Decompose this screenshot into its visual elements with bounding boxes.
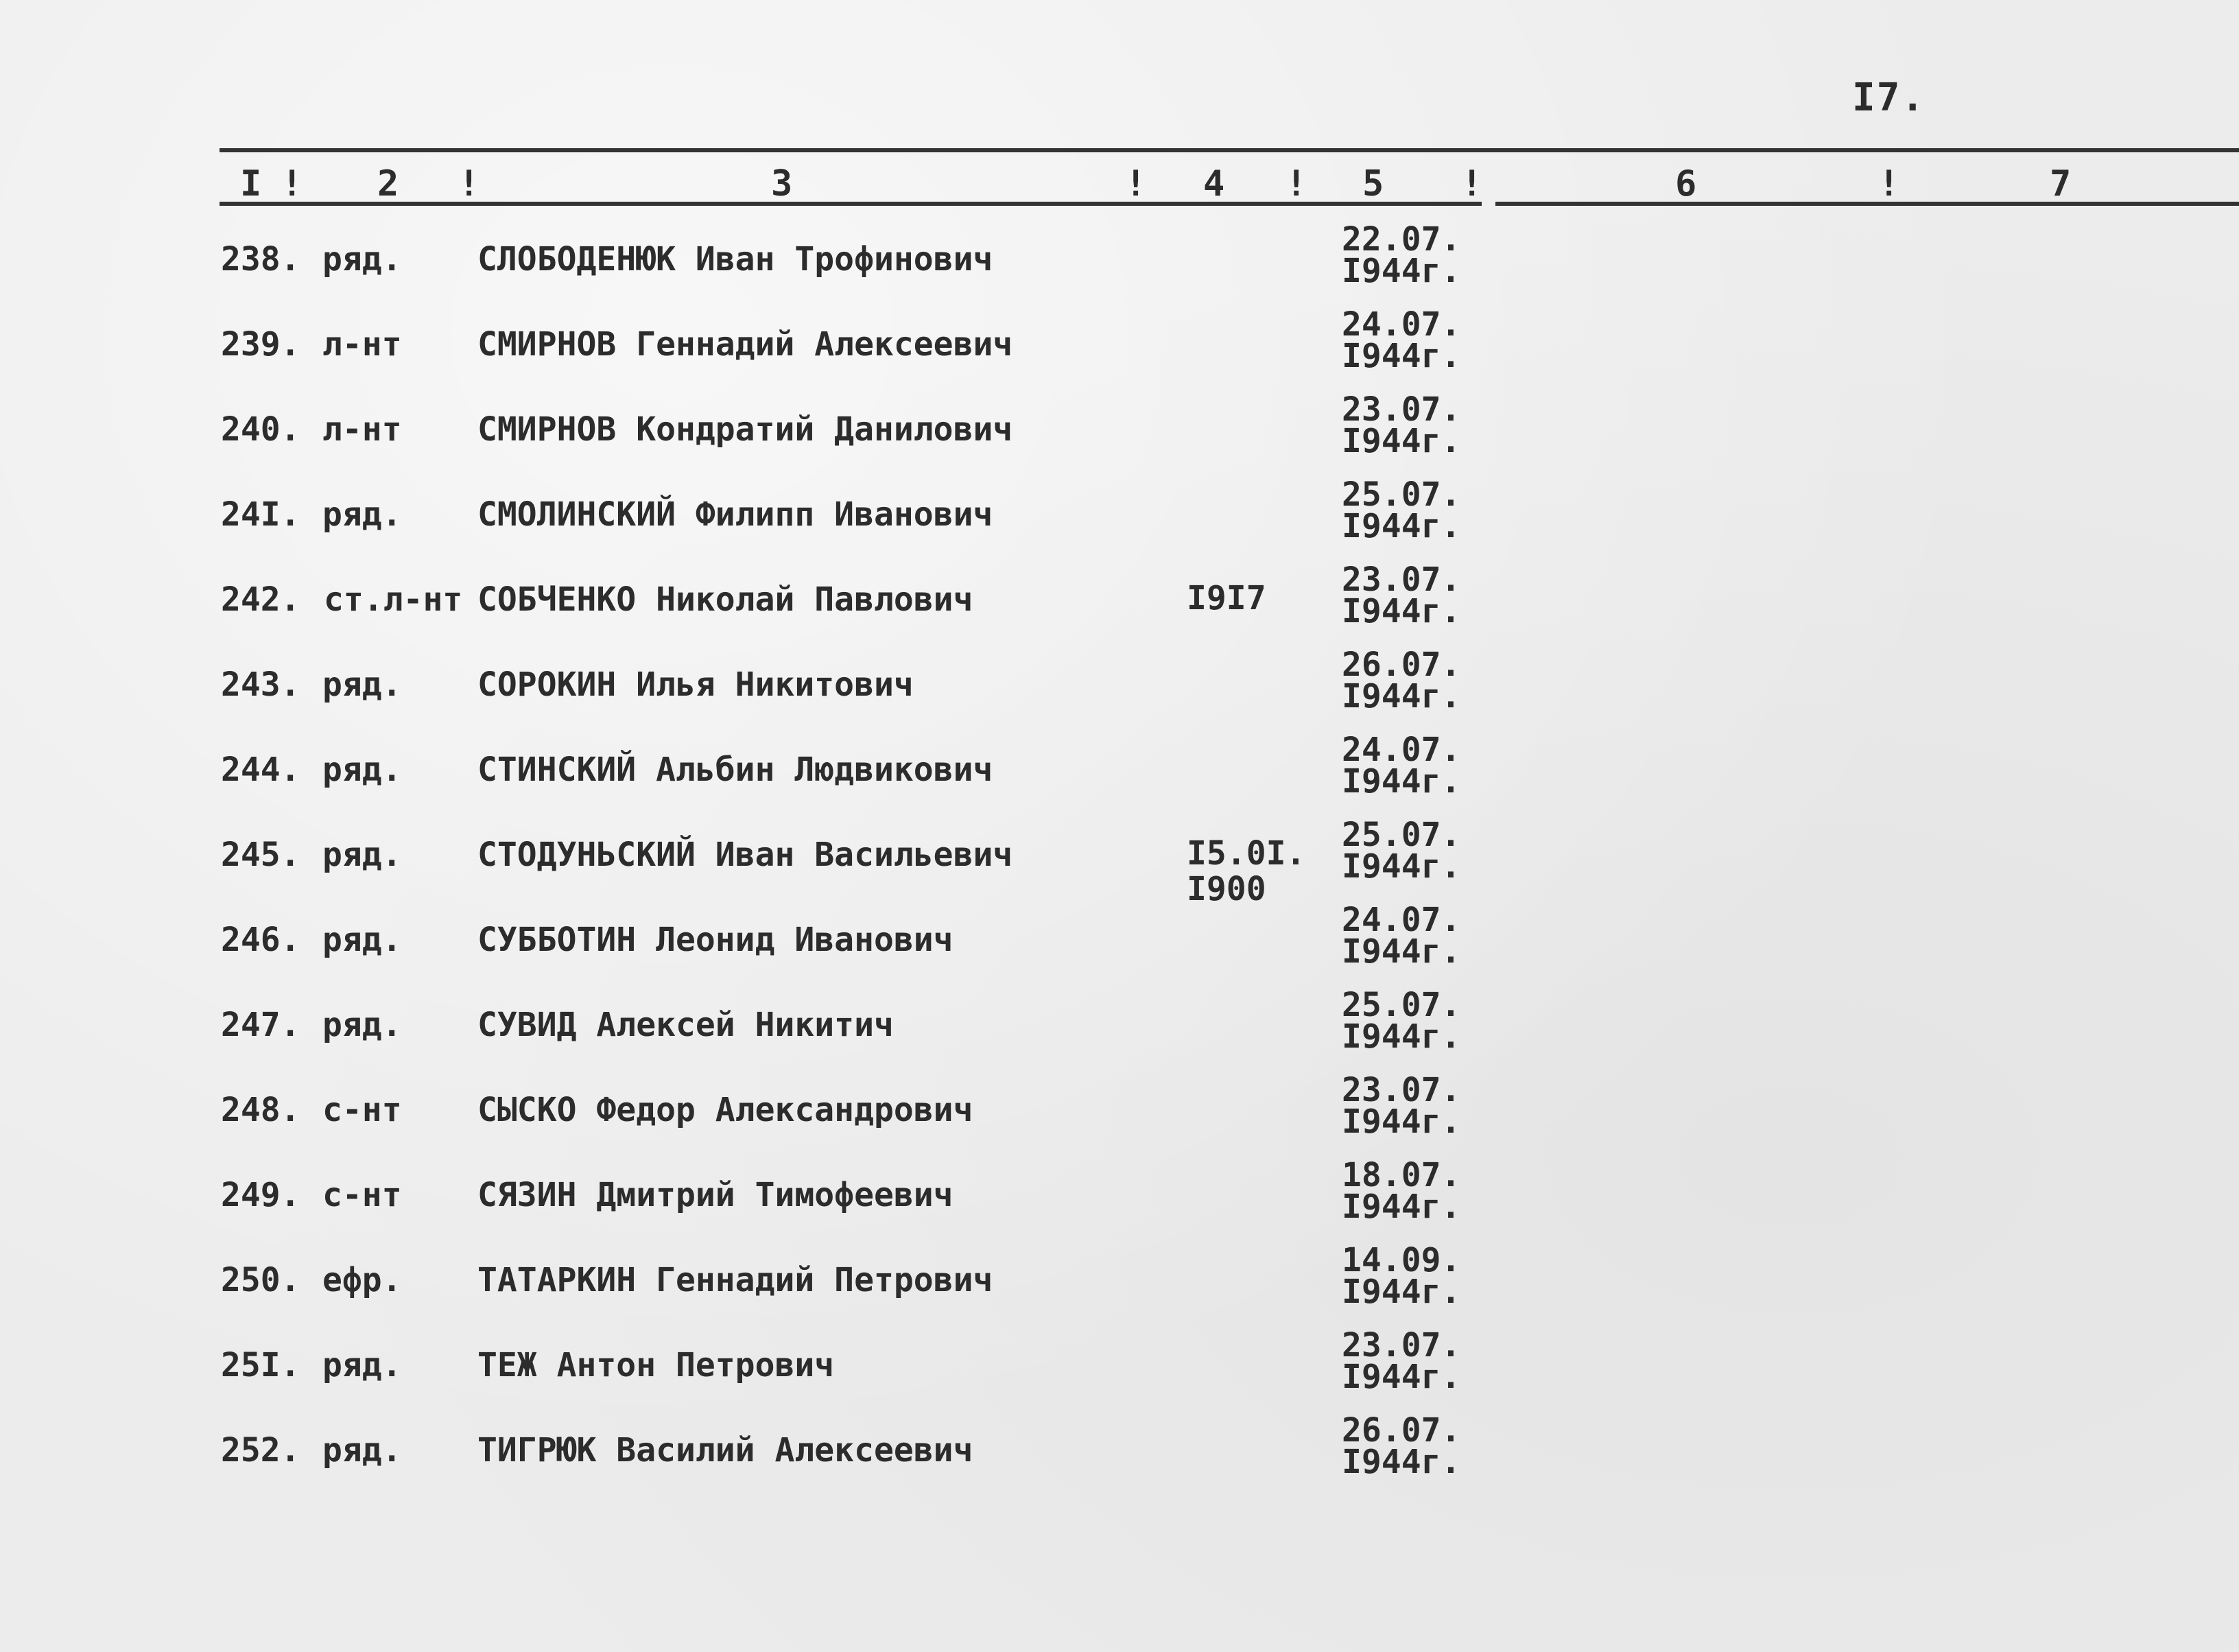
row-number: 25I. xyxy=(221,1346,300,1384)
header-col-2: 2 xyxy=(377,163,399,204)
header-sep: ! xyxy=(458,163,480,204)
table-row xyxy=(0,560,2239,665)
header-col-1: I xyxy=(240,163,262,204)
row-name: СЫСКО Федор Александрович xyxy=(477,1091,973,1129)
header-col-6: 6 xyxy=(1675,163,1697,204)
row-number: 246. xyxy=(221,921,300,959)
row-date: 18.07. I944г. xyxy=(1342,1156,1461,1226)
row-birth: I9I7 xyxy=(1187,579,1266,617)
table-row xyxy=(0,1071,2239,1176)
row-name: СЯЗИН Дмитрий Тимофеевич xyxy=(477,1176,953,1214)
table-row xyxy=(0,1156,2239,1261)
row-date: 23.07. I944г. xyxy=(1342,560,1461,630)
row-rank: ряд. xyxy=(322,1006,402,1044)
row-rank: л-нт xyxy=(322,325,402,364)
row-rank: с-нт xyxy=(322,1091,402,1129)
row-date: 24.07. I944г. xyxy=(1342,901,1461,971)
page-number: I7. xyxy=(1852,75,1926,120)
row-rank: л-нт xyxy=(322,410,402,449)
row-rank: ефр. xyxy=(322,1261,402,1299)
table-row xyxy=(0,305,2239,410)
row-date: 25.07. I944г. xyxy=(1342,986,1461,1056)
row-rank: ряд. xyxy=(322,240,402,279)
row-name: ТАТАРКИН Геннадий Петрович xyxy=(477,1261,993,1299)
header-col-5: 5 xyxy=(1362,163,1384,204)
header-col-4: 4 xyxy=(1203,163,1225,204)
row-rank: ряд. xyxy=(322,1431,402,1470)
row-name: ТИГРЮК Василий Алексеевич xyxy=(477,1431,973,1470)
row-number: 240. xyxy=(221,410,300,449)
table-row xyxy=(0,731,2239,836)
header-sep: ! xyxy=(1878,163,1900,204)
table-row xyxy=(0,1241,2239,1346)
row-date: 23.07. I944г. xyxy=(1342,1326,1461,1396)
row-number: 250. xyxy=(221,1261,300,1299)
header-sep: ! xyxy=(281,163,303,204)
row-rank: ст.л-нт xyxy=(324,580,463,619)
row-date: 22.07. I944г. xyxy=(1342,220,1461,290)
table-row xyxy=(0,901,2239,1006)
row-rank: ряд. xyxy=(322,921,402,959)
row-number: 239. xyxy=(221,325,300,364)
table-row xyxy=(0,816,2239,921)
row-number: 242. xyxy=(221,580,300,619)
table-row xyxy=(0,1411,2239,1516)
row-name: СТОДУНЬСКИЙ Иван Васильевич xyxy=(477,836,1013,874)
row-date: 25.07. I944г. xyxy=(1342,475,1461,545)
row-number: 245. xyxy=(221,836,300,874)
header-sep: ! xyxy=(1461,163,1483,204)
table-row xyxy=(0,390,2239,495)
row-rank: ряд. xyxy=(322,665,402,704)
table-row xyxy=(0,986,2239,1091)
row-date: 23.07. I944г. xyxy=(1342,1071,1461,1141)
row-name: СОБЧЕНКО Николай Павлович xyxy=(477,580,973,619)
table-row xyxy=(0,646,2239,751)
table-row xyxy=(0,1326,2239,1431)
header-top-rule xyxy=(220,148,2239,152)
header-sep: ! xyxy=(1125,163,1147,204)
row-number: 247. xyxy=(221,1006,300,1044)
header-col-3: 3 xyxy=(771,163,793,204)
row-date: 23.07. I944г. xyxy=(1342,390,1461,460)
row-name: СУББОТИН Леонид Иванович xyxy=(477,921,953,959)
row-rank: ряд. xyxy=(322,751,402,789)
row-number: 244. xyxy=(221,751,300,789)
row-number: 243. xyxy=(221,665,300,704)
row-name: СУВИД Алексей Никитич xyxy=(477,1006,894,1044)
row-date: 14.09. I944г. xyxy=(1342,1241,1461,1311)
table-row xyxy=(0,220,2239,325)
row-number: 248. xyxy=(221,1091,300,1129)
row-date: 26.07. I944г. xyxy=(1342,646,1461,716)
table-row xyxy=(0,475,2239,580)
row-name: ТЕЖ Антон Петрович xyxy=(477,1346,835,1384)
row-number: 249. xyxy=(221,1176,300,1214)
row-date: 25.07. I944г. xyxy=(1342,816,1461,886)
row-date: 26.07. I944г. xyxy=(1342,1411,1461,1481)
row-rank: ряд. xyxy=(322,836,402,874)
row-name: СЛОБОДЕНЮК Иван Трофинович xyxy=(477,240,993,279)
row-date: 24.07. I944г. xyxy=(1342,731,1461,801)
row-name: СМИРНОВ Геннадий Алексеевич xyxy=(477,325,1013,364)
row-rank: с-нт xyxy=(322,1176,402,1214)
row-name: СТИНСКИЙ Альбин Людвикович xyxy=(477,751,993,789)
row-birth: I5.0I. I900 xyxy=(1187,834,1306,908)
row-number: 24I. xyxy=(221,495,300,534)
row-name: СМИРНОВ Кондратий Данилович xyxy=(477,410,1013,449)
row-number: 238. xyxy=(221,240,300,279)
row-rank: ряд. xyxy=(322,1346,402,1384)
row-name: СМОЛИНСКИЙ Филипп Иванович xyxy=(477,495,993,534)
row-date: 24.07. I944г. xyxy=(1342,305,1461,375)
header-bottom-rule-right xyxy=(1495,202,2239,206)
row-name: СОРОКИН Илья Никитович xyxy=(477,665,914,704)
row-number: 252. xyxy=(221,1431,300,1470)
row-rank: ряд. xyxy=(322,495,402,534)
header-col-7: 7 xyxy=(2050,163,2072,204)
header-sep: ! xyxy=(1286,163,1307,204)
